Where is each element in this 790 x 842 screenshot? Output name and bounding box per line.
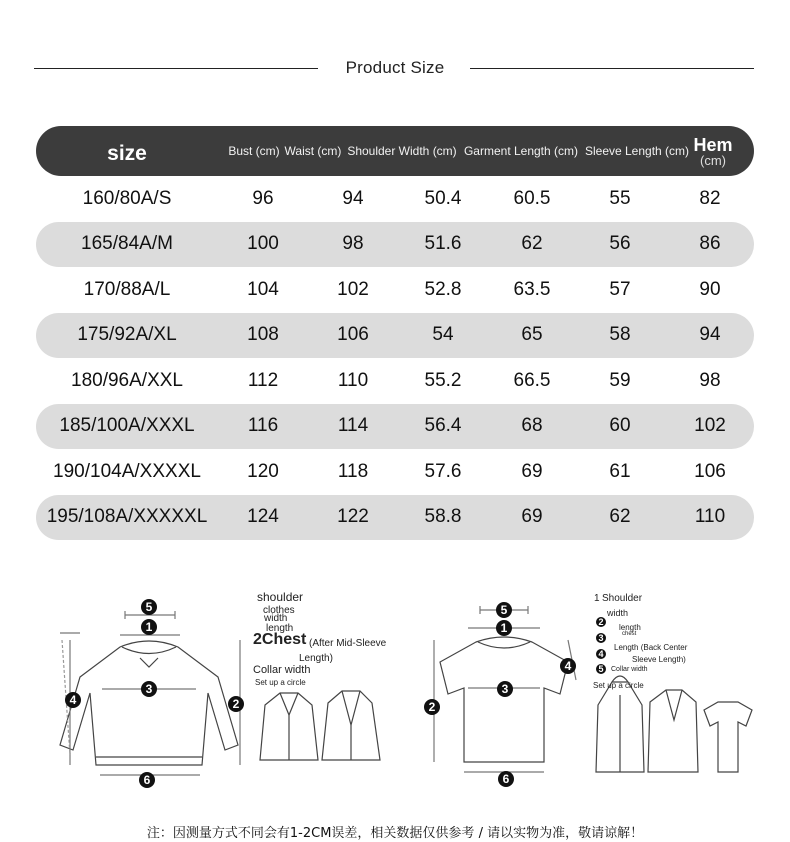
marker-6: 6	[143, 773, 151, 787]
table-row	[36, 358, 754, 404]
cell-sleeve: 56	[609, 233, 631, 255]
marker-1: 1	[500, 621, 508, 635]
legend-back-center: Length (Back Center	[614, 643, 688, 652]
legend-marker-3: 3	[598, 633, 604, 643]
header-hem-unit: (cm)	[700, 152, 726, 168]
cell-shoulder: 56.4	[424, 415, 462, 437]
cell-hem: 106	[694, 460, 726, 482]
marker-5: 5	[500, 603, 508, 617]
cell-hem: 102	[694, 415, 726, 437]
marker-2: 2	[232, 697, 240, 711]
cell-sleeve: 60	[609, 415, 631, 437]
marker-5: 5	[145, 600, 153, 614]
table-row	[36, 495, 754, 541]
cell-waist: 110	[337, 369, 369, 391]
cell-waist: 118	[337, 460, 369, 482]
legend-after-mid: (After Mid-Sleeve	[309, 638, 387, 649]
cell-hem: 94	[699, 324, 721, 346]
legend-circle: Set up a circle	[255, 678, 306, 687]
cell-size: 180/96A/XXL	[71, 369, 183, 391]
cell-size: 185/100A/XXXL	[59, 415, 195, 437]
cell-bust: 104	[247, 278, 279, 300]
legend-chest: 2Chest	[253, 631, 307, 648]
table-header	[36, 126, 754, 176]
cell-size: 170/88A/L	[83, 278, 171, 300]
cell-shoulder: 51.6	[424, 233, 462, 255]
cell-garment: 65	[521, 324, 543, 346]
cell-waist: 106	[337, 324, 369, 346]
legend-marker-2: 2	[598, 617, 604, 627]
cell-garment: 69	[521, 460, 543, 482]
legend-marker-4: 4	[598, 649, 604, 659]
cell-sleeve: 55	[609, 187, 631, 209]
cell-hem: 98	[699, 369, 721, 391]
cell-bust: 124	[247, 506, 279, 528]
header-bust: Bust (cm)	[228, 144, 280, 158]
cell-shoulder: 54	[432, 324, 454, 346]
cell-garment: 66.5	[513, 369, 551, 391]
cell-waist: 102	[337, 278, 369, 300]
cell-sleeve: 59	[609, 369, 631, 391]
cell-shoulder: 55.2	[424, 369, 462, 391]
table-row	[36, 267, 754, 313]
cell-shoulder: 50.4	[424, 187, 462, 209]
legend-sleeve: Sleeve Length)	[632, 655, 686, 664]
table-row	[36, 176, 754, 222]
legend-collar: Collar width	[611, 666, 648, 673]
cell-sleeve: 62	[609, 506, 631, 528]
diagram-tshirt	[420, 590, 760, 795]
footnote: 注：因测量方式不同会有1-2CM误差，相关数据仅供参考 / 请以实物为准，敬请谅解！	[146, 826, 644, 841]
marker-6: 6	[502, 772, 510, 786]
cell-hem: 82	[699, 187, 721, 209]
legend-width: width	[607, 608, 629, 618]
cell-garment: 69	[521, 506, 543, 528]
cell-shoulder: 57.6	[424, 460, 462, 482]
cell-size: 160/80A/S	[82, 187, 172, 209]
cell-shoulder: 58.8	[424, 506, 462, 528]
marker-3: 3	[501, 682, 509, 696]
cell-bust: 112	[247, 369, 279, 391]
cell-garment: 68	[521, 415, 543, 437]
cell-garment: 63.5	[513, 278, 551, 300]
cell-size: 190/104A/XXXXL	[53, 460, 201, 482]
cell-sleeve: 57	[609, 278, 631, 300]
tshirt-illustration	[420, 590, 760, 795]
header-hem-label: Hem	[693, 134, 733, 155]
legend-clothes: clothes	[263, 605, 295, 616]
table-row	[36, 404, 754, 450]
cell-sleeve: 61	[609, 460, 631, 482]
legend-marker-1: 1	[594, 593, 600, 604]
header-hem	[688, 126, 738, 176]
cell-shoulder: 52.8	[424, 278, 462, 300]
cell-garment: 60.5	[513, 187, 551, 209]
header-waist: Waist (cm)	[284, 144, 342, 158]
legend-marker-5: 5	[598, 664, 604, 674]
cell-waist: 98	[342, 233, 364, 255]
marker-3: 3	[145, 682, 153, 696]
cell-bust: 96	[252, 187, 274, 209]
marker-2: 2	[428, 700, 436, 714]
title-rule-left	[34, 68, 318, 69]
size-table	[36, 126, 754, 540]
table-row	[36, 222, 754, 268]
marker-4: 4	[69, 693, 77, 707]
marker-4: 4	[564, 659, 572, 673]
table-row	[36, 449, 754, 495]
table-row	[36, 313, 754, 359]
cell-waist: 94	[342, 187, 364, 209]
legend-chest: chest	[622, 631, 637, 637]
legend-shoulder: shoulder	[257, 590, 304, 604]
title-rule-right	[470, 68, 754, 69]
marker-1: 1	[145, 620, 153, 634]
legend-width: width	[264, 613, 288, 624]
cell-bust: 120	[247, 460, 279, 482]
diagram-longsleeve	[50, 585, 400, 795]
cell-size: 165/84A/M	[81, 233, 173, 255]
cell-sleeve: 58	[609, 324, 631, 346]
title-bar	[0, 58, 790, 88]
table-body	[36, 176, 754, 540]
legend-circle: Set up a circle	[593, 681, 644, 690]
legend-length2: Length)	[299, 653, 333, 664]
longsleeve-sweater-illustration	[50, 585, 400, 795]
header-shoulder: Shoulder Width (cm)	[347, 144, 457, 158]
header-garment: Garment Length (cm)	[463, 144, 579, 158]
cell-hem: 110	[694, 506, 726, 528]
cell-hem: 86	[699, 233, 721, 255]
cell-waist: 122	[337, 506, 369, 528]
legend-collar: Collar width	[253, 664, 311, 676]
cell-size: 195/108A/XXXXXL	[46, 506, 208, 528]
cell-bust: 100	[247, 233, 279, 255]
page-title: Product Size	[345, 58, 445, 77]
cell-bust: 108	[247, 324, 279, 346]
cell-garment: 62	[521, 233, 543, 255]
header-sleeve: Sleeve Length (cm)	[584, 144, 690, 158]
legend-shoulder: Shoulder	[602, 593, 643, 604]
legend-length: length	[619, 623, 641, 632]
cell-bust: 116	[247, 415, 279, 437]
header-size: size	[107, 142, 147, 165]
legend-length: length	[266, 623, 294, 634]
cell-size: 175/92A/XL	[77, 324, 177, 346]
cell-waist: 114	[337, 415, 369, 437]
cell-hem: 90	[699, 278, 721, 300]
